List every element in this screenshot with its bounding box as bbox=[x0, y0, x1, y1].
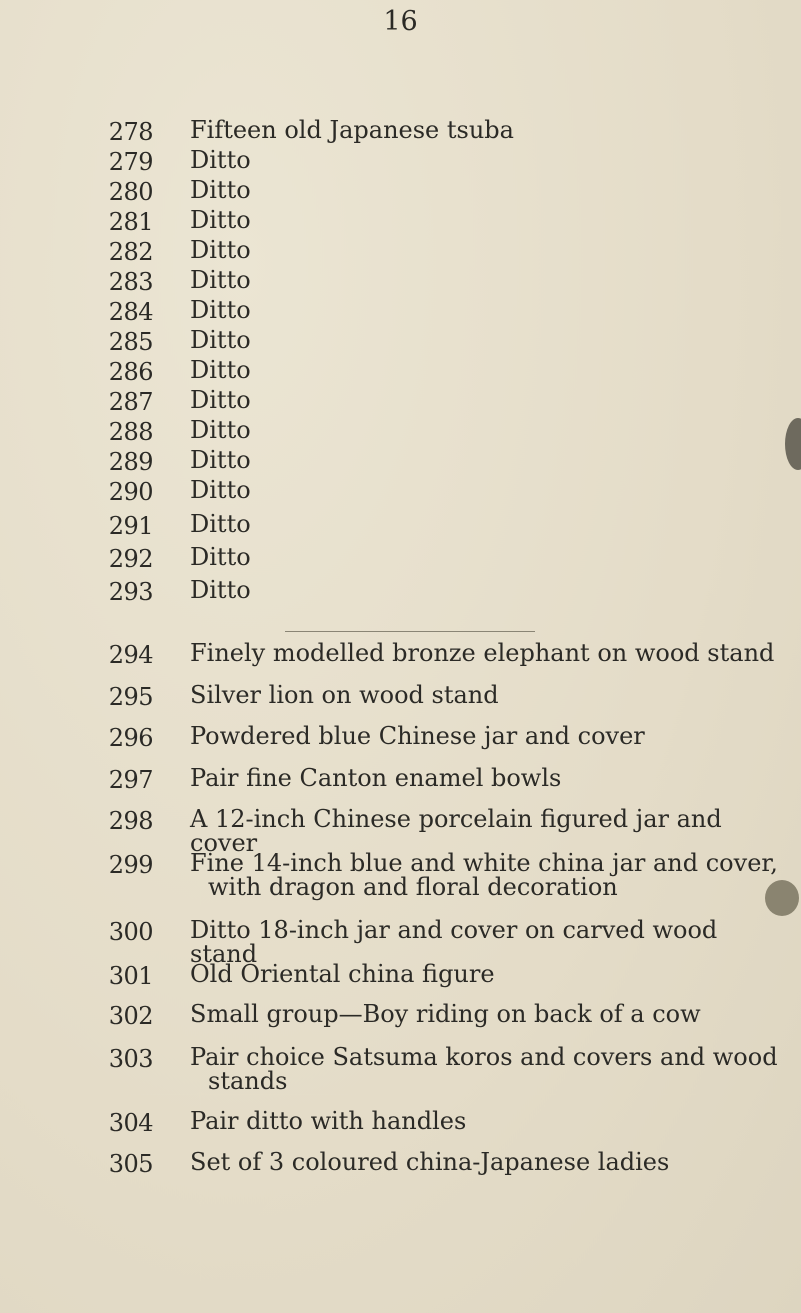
lot-description bbox=[190, 118, 790, 142]
lot-description-text: Small group—Boy riding on back of a cow bbox=[190, 1000, 701, 1028]
lot-number: 300 bbox=[108, 918, 153, 946]
lot-description bbox=[190, 807, 790, 855]
section-divider bbox=[285, 631, 535, 632]
lot-description-text: Set of 3 coloured china-Japanese ladies bbox=[190, 1148, 670, 1176]
lot-number: 290 bbox=[108, 478, 153, 506]
lot-description-text: Fifteen old Japanese tsuba bbox=[190, 116, 514, 144]
lot-description-text: Ditto bbox=[190, 236, 251, 264]
lot-number: 280 bbox=[108, 178, 153, 206]
lot-description-text: Ditto bbox=[190, 543, 251, 571]
lot-description bbox=[190, 545, 790, 569]
lot-number: 301 bbox=[108, 962, 153, 990]
lot-number: 289 bbox=[108, 448, 153, 476]
lot-description bbox=[190, 683, 790, 707]
lot-number: 302 bbox=[108, 1002, 153, 1030]
lot-number: 294 bbox=[108, 641, 153, 669]
lot-description-text: Ditto bbox=[190, 146, 251, 174]
lot-description-text: Ditto bbox=[190, 510, 251, 538]
lot-description bbox=[190, 851, 790, 899]
lot-description bbox=[190, 478, 790, 502]
lot-description bbox=[190, 1109, 790, 1133]
lot-number: 286 bbox=[108, 358, 153, 386]
lot-description bbox=[190, 148, 790, 172]
lot-description-text: Ditto bbox=[190, 206, 251, 234]
lot-description bbox=[190, 178, 790, 202]
lot-number: 283 bbox=[108, 268, 153, 296]
lot-description bbox=[190, 918, 790, 966]
lot-description-text: Ditto bbox=[190, 386, 251, 414]
lot-description-text: Ditto bbox=[190, 296, 251, 324]
lot-description-text: Fine 14-inch blue and white china jar and cover, bbox=[190, 849, 778, 877]
lot-description-text: Old Oriental china figure bbox=[190, 960, 495, 988]
lot-description-text: Ditto bbox=[190, 446, 251, 474]
lot-number: 298 bbox=[108, 807, 153, 835]
lot-description bbox=[190, 418, 790, 442]
lot-number: 292 bbox=[108, 545, 153, 573]
lot-number: 284 bbox=[108, 298, 153, 326]
lot-number: 299 bbox=[108, 851, 153, 879]
lot-description-continuation: with dragon and floral decoration bbox=[208, 873, 618, 901]
lot-description bbox=[190, 724, 790, 748]
lot-number: 279 bbox=[108, 148, 153, 176]
lot-description bbox=[190, 238, 790, 262]
lot-number: 295 bbox=[108, 683, 153, 711]
lot-number: 287 bbox=[108, 388, 153, 416]
lot-description-text: Finely modelled bronze elephant on wood stand bbox=[190, 639, 775, 667]
lot-description bbox=[190, 578, 790, 602]
lot-description bbox=[190, 512, 790, 536]
lot-number: 282 bbox=[108, 238, 153, 266]
lot-description-text: Ditto 18-inch jar and cover on carved wood stand bbox=[190, 916, 718, 968]
lot-description bbox=[190, 766, 790, 790]
lot-description-text: Ditto bbox=[190, 176, 251, 204]
lot-number: 293 bbox=[108, 578, 153, 606]
lot-number: 296 bbox=[108, 724, 153, 752]
lot-description-text: Powdered blue Chinese jar and cover bbox=[190, 722, 645, 750]
lot-description bbox=[190, 641, 790, 665]
lot-description bbox=[190, 388, 790, 412]
lot-description-text: A 12-inch Chinese porcelain figured jar and cover bbox=[190, 805, 722, 857]
lot-description bbox=[190, 358, 790, 382]
lot-number: 288 bbox=[108, 418, 153, 446]
lot-number: 297 bbox=[108, 766, 153, 794]
lot-description-text: Pair fine Canton enamel bowls bbox=[190, 764, 562, 792]
lot-description bbox=[190, 208, 790, 232]
lot-number: 305 bbox=[108, 1150, 153, 1178]
lot-number: 285 bbox=[108, 328, 153, 356]
lot-description-continuation: stands bbox=[208, 1067, 288, 1095]
lot-description bbox=[190, 1045, 790, 1093]
ink-blot bbox=[765, 880, 799, 916]
page-number: 16 bbox=[383, 6, 418, 37]
lot-description bbox=[190, 1002, 790, 1026]
lot-number: 291 bbox=[108, 512, 153, 540]
lot-description-text: Silver lion on wood stand bbox=[190, 681, 499, 709]
lot-description-text: Pair choice Satsuma koros and covers and wood bbox=[190, 1043, 778, 1071]
lot-description bbox=[190, 328, 790, 352]
lot-description-text: Ditto bbox=[190, 416, 251, 444]
lot-description-text: Ditto bbox=[190, 576, 251, 604]
lot-description bbox=[190, 298, 790, 322]
lot-description-text: Ditto bbox=[190, 356, 251, 384]
lot-number: 304 bbox=[108, 1109, 153, 1137]
lot-description bbox=[190, 268, 790, 292]
lot-number: 278 bbox=[108, 118, 153, 146]
lot-description bbox=[190, 962, 790, 986]
lot-description bbox=[190, 1150, 790, 1174]
lot-description-text: Ditto bbox=[190, 266, 251, 294]
lot-number: 281 bbox=[108, 208, 153, 236]
lot-description-text: Ditto bbox=[190, 326, 251, 354]
lot-number: 303 bbox=[108, 1045, 153, 1073]
lot-description bbox=[190, 448, 790, 472]
lot-description-text: Ditto bbox=[190, 476, 251, 504]
lot-description-text: Pair ditto with handles bbox=[190, 1107, 467, 1135]
